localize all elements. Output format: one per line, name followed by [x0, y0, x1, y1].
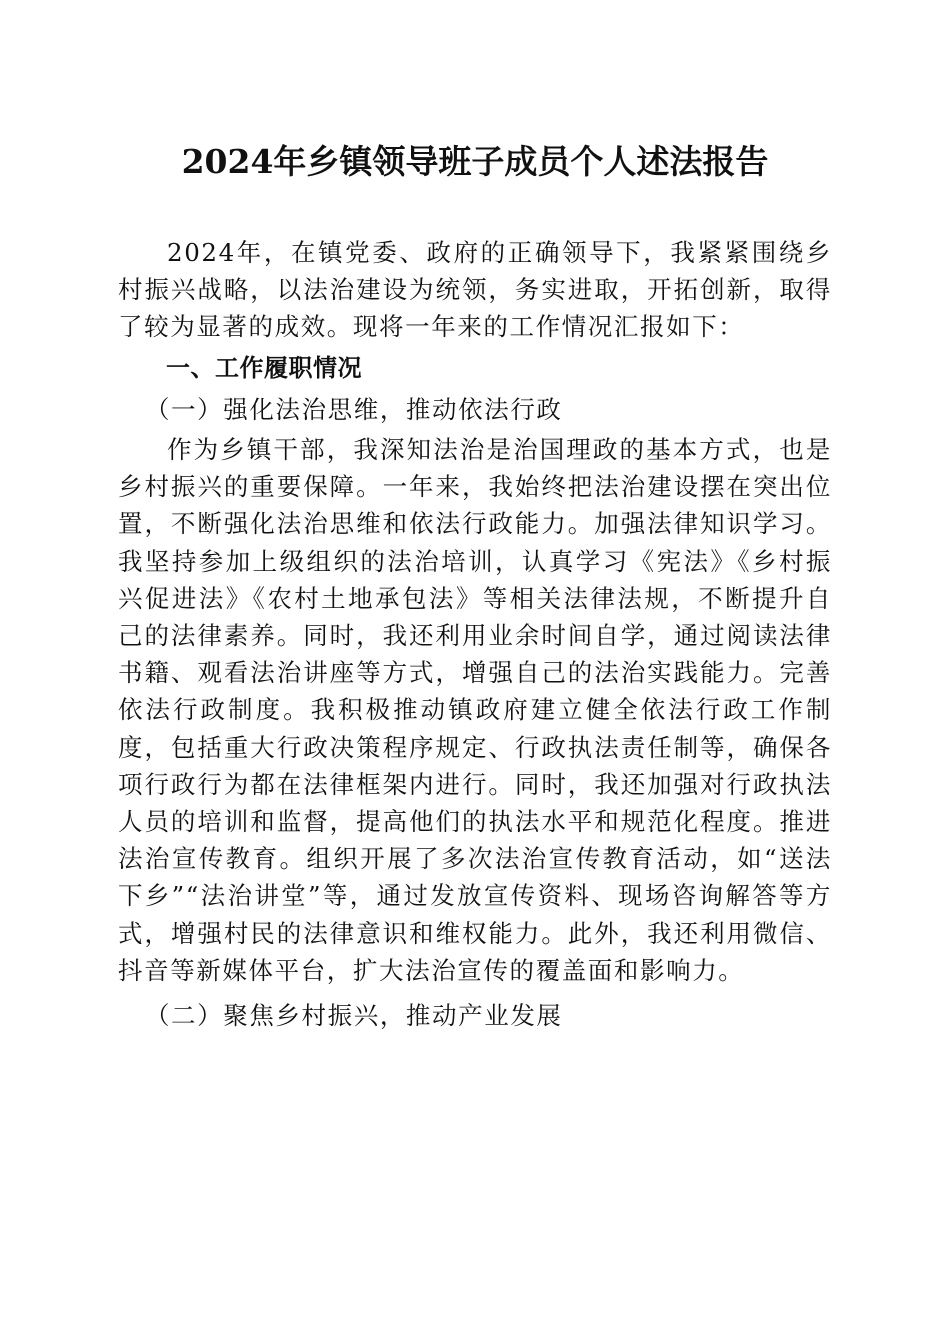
- section-heading-1: 一、工作履职情况: [166, 353, 362, 382]
- intro-paragraph: 2024年，在镇党委、政府的正确领导下，我紧紧围绕乡村振兴战略，以法治建设为统领，务实进取，开拓创新，取得了较为显著的成效。现将一年来的工作情况汇报如下：: [118, 238, 832, 342]
- subsection-heading-2: （二）聚焦乡村振兴，推动产业发展: [144, 1001, 563, 1031]
- document-title: 2024年乡镇领导班子成员个人述法报告: [181, 142, 769, 181]
- subsection-heading-1: （一）强化法治思维，推动依法行政: [144, 394, 563, 424]
- document-body: [118, 234, 832, 1037]
- subsection-paragraph-1: 作为乡镇干部，我深知法治是治国理政的基本方式，也是乡村振兴的重要保障。一年来，我始终把法治建设摆在突出位置，不断强化法治思维和依法行政能力。加强法律知识学习。我坚持参加上级组织的法治培训，认真学习《宪法》《乡村振兴促进法》《农村土地承包法》等相关法律法规，不断提升自己的法律素养。同时，我还利用业余时间自学，通过阅读法律书籍、观看法治讲座等方式，增强自己的法治实践能力。完善依法行政制度。我积极推动镇政府建立健全依法行政工作制度，包括重大行政决策程序规定、行政执法责任制等，确保各项行政行为都在法律框架内进行。同时，我还加强对行政执法人员的培训和监督，提高他们的执法水平和规范化程度。推进法治宣传教育。组织开展了多次法治宣传教育活动，如“送法下乡”“法治讲堂”等，通过发放宣传资料、现场咨询解答等方式，增强村民的法律意识和维权能力。此外，我还利用微信、抖音等新媒体平台，扩大法治宣传的覆盖面和影响力。: [118, 435, 832, 985]
